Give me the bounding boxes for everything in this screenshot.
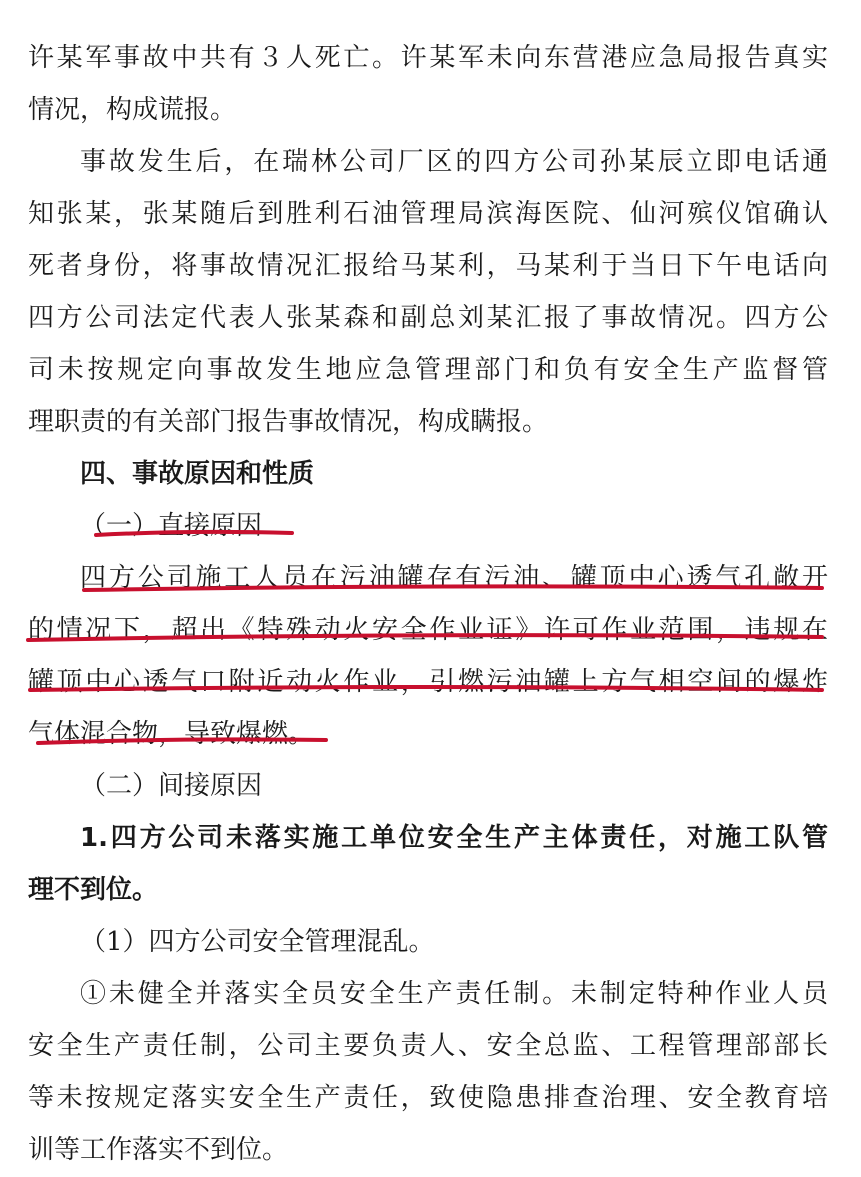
text-line: 死者身份，将事故情况汇报给马某利，马某利于当日下午电话向 xyxy=(28,251,828,281)
text-line: 四方公司施工人员在污油罐存有污油、罐顶中心透气孔敞开 xyxy=(80,563,828,593)
subsection-heading: （一）直接原因 xyxy=(80,511,263,541)
text-line: 许某军事故中共有３人死亡。许某军未向东营港应急局报告真实 xyxy=(28,43,828,73)
text-line: 知张某，张某随后到胜利石油管理局滨海医院、仙河殡仪馆确认 xyxy=(28,199,828,229)
subsection-heading: （二）间接原因 xyxy=(80,771,263,801)
text-line: 1.四方公司未落实施工单位安全生产主体责任，对施工队管 xyxy=(80,823,828,853)
section-heading: 四、事故原因和性质 xyxy=(80,459,315,489)
text-line: 罐顶中心透气口附近动火作业，引燃污油罐上方气相空间的爆炸 xyxy=(28,667,828,697)
text-line: 气体混合物，导致爆燃。 xyxy=(28,719,315,749)
text-line: 训等工作落实不到位。 xyxy=(28,1135,289,1165)
text-line: 司未按规定向事故发生地应急管理部门和负有安全生产监督管 xyxy=(28,355,828,385)
text-line: 四方公司法定代表人张某森和副总刘某汇报了事故情况。四方公 xyxy=(28,303,828,333)
text-line: 安全生产责任制，公司主要负责人、安全总监、工程管理部部长 xyxy=(28,1031,828,1061)
text-line: ①未健全并落实全员安全生产责任制。未制定特种作业人员 xyxy=(80,979,828,1009)
text-line: 理不到位。 xyxy=(28,875,159,905)
text-line: 理职责的有关部门报告事故情况，构成瞒报。 xyxy=(28,407,549,437)
text-line: 等未按规定落实安全生产责任，致使隐患排查治理、安全教育培 xyxy=(28,1083,828,1113)
text-line: 情况，构成谎报。 xyxy=(28,95,237,125)
text-line: 的情况下，超出《特殊动火安全作业证》许可作业范围，违规在 xyxy=(28,615,828,645)
text-line: 事故发生后，在瑞林公司厂区的四方公司孙某辰立即电话通 xyxy=(80,147,828,177)
text-line: （1）四方公司安全管理混乱。 xyxy=(80,927,435,957)
